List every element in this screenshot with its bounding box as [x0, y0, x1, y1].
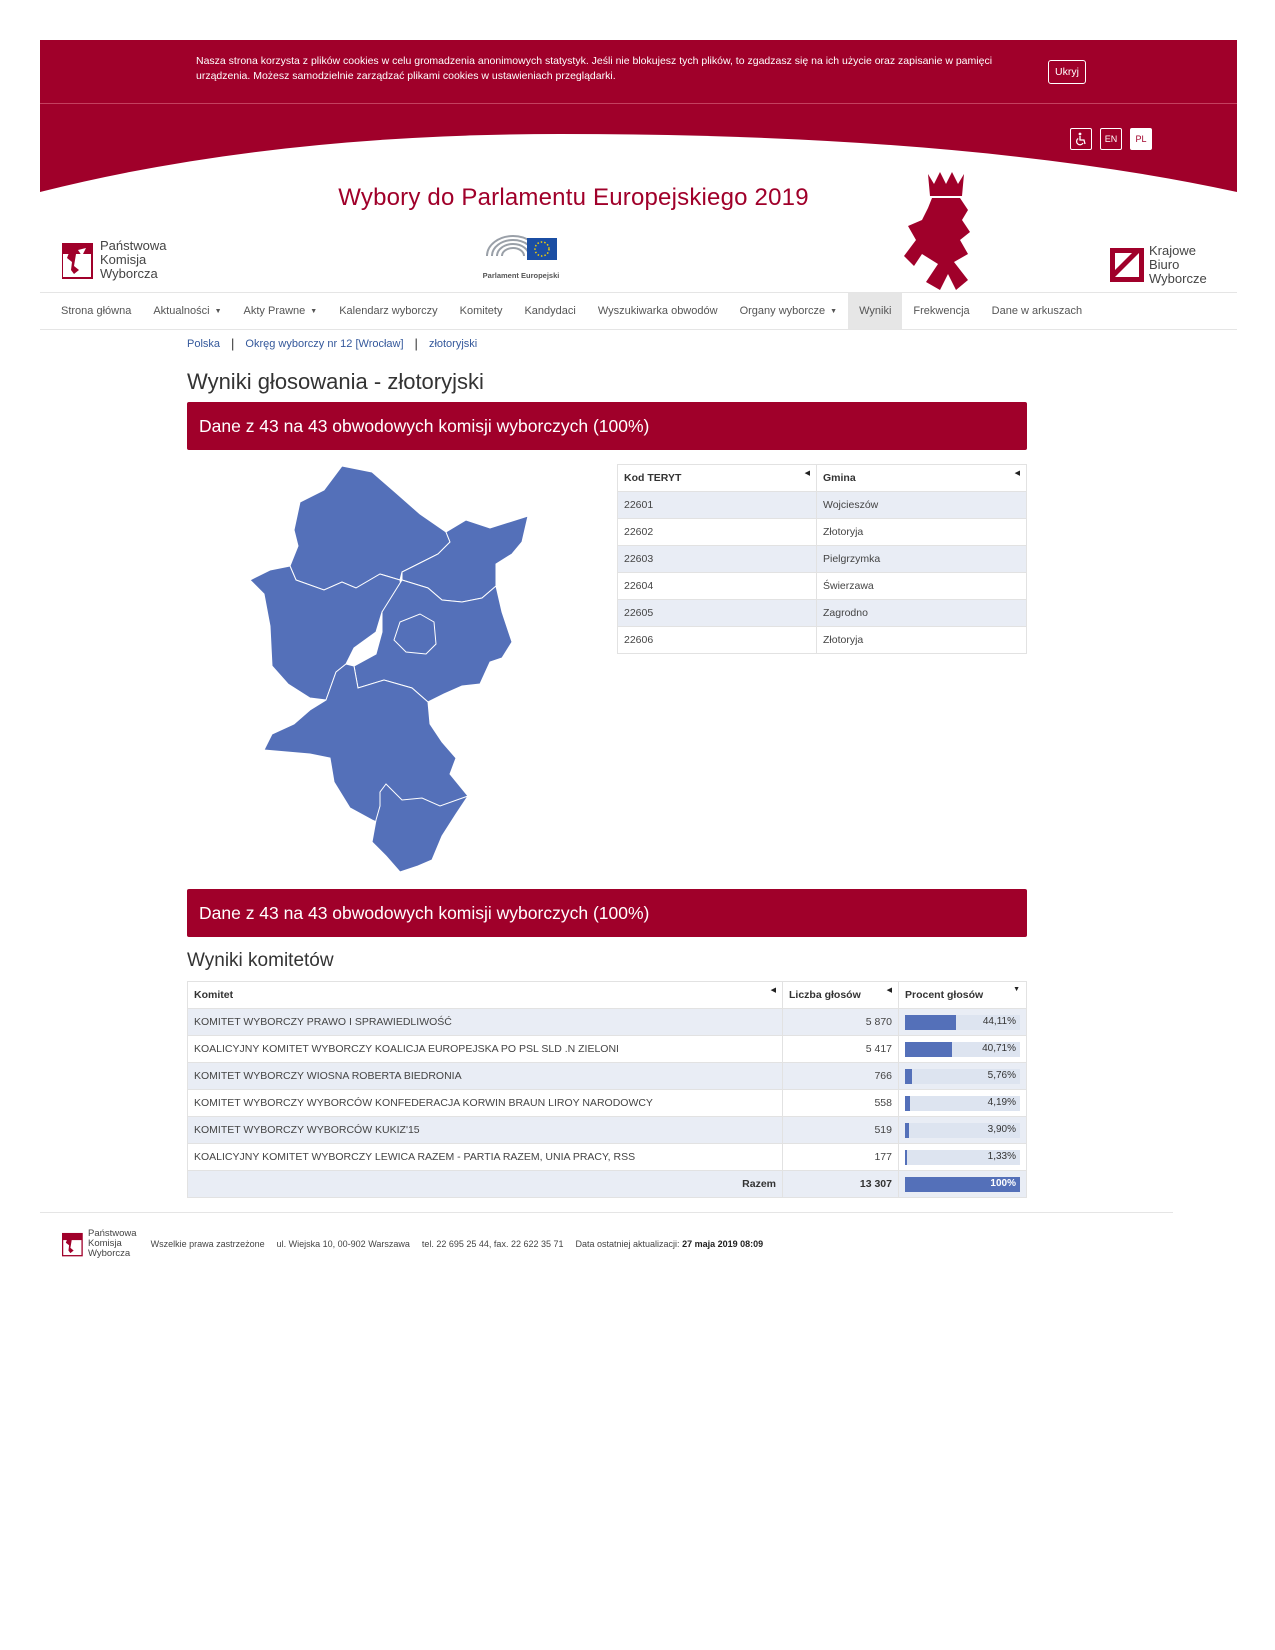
total-votes: 13 307: [783, 1171, 899, 1198]
european-parliament-logo[interactable]: [480, 224, 562, 280]
gmina-name[interactable]: Złotoryja: [817, 519, 1027, 546]
vote-count: 177: [783, 1144, 899, 1171]
nav-item-3[interactable]: [328, 293, 448, 329]
kbw-line-2: Biuro: [1149, 257, 1180, 272]
nav-item-label: Komitety: [459, 305, 503, 317]
kbw-icon: [1110, 248, 1144, 282]
nav-item-label: Wyszukiwarka obwodów: [597, 305, 718, 317]
teryt-table: [617, 464, 1027, 654]
table-row[interactable]: [188, 1090, 1027, 1117]
footer-logo-line-2: Komisja: [88, 1238, 122, 1249]
percent-bar: [905, 1123, 1020, 1138]
nav-item-7[interactable]: [729, 293, 849, 329]
cookie-text: Nasza strona korzysta z plików cookies w celu gromadzenia anonimowych statystyk. Jeśli nie blokujesz tych plików, to zgadzasz się na ich użycie oraz zapisanie w pamięci urządzenia. Możesz samodzielnie zarządzać plikami cookies w ustawieniach przeglądarki.: [196, 55, 993, 82]
percent-cell: [899, 1063, 1027, 1090]
committee-name: KOALICYJNY KOMITET WYBORCZY LEWICA RAZEM - PARTIA RAZEM, UNIA PRACY, RSS: [188, 1144, 783, 1171]
nav-item-label: Aktualności: [153, 305, 210, 317]
kbw-line-1: Krajowe: [1149, 243, 1196, 258]
percent-cell: [899, 1171, 1027, 1198]
hide-cookie-button[interactable]: Ukryj: [1048, 60, 1086, 84]
sort-icon[interactable]: ◀: [1014, 470, 1020, 477]
table-row[interactable]: [618, 519, 1027, 546]
caret-down-icon: ▼: [214, 307, 222, 315]
percent-bar: [905, 1150, 1020, 1165]
footer-logo-text: [88, 1229, 137, 1259]
county-map[interactable]: [250, 462, 540, 878]
total-label: Razem: [188, 1171, 783, 1198]
committee-name: KOMITET WYBORCZY WYBORCÓW KONFEDERACJA KORWIN BRAUN LIROY NARODOWCY: [188, 1090, 783, 1117]
caret-down-icon: ▼: [830, 307, 838, 315]
percent-cell: [899, 1036, 1027, 1063]
column-header-liczba-glosow[interactable]: Liczba głosów ◀: [783, 982, 899, 1009]
footer-rights: Wszelkie prawa zastrzeżone: [150, 1239, 265, 1249]
footer-pkw-icon: [62, 1231, 84, 1257]
percent-label: 5,76%: [987, 1069, 1016, 1081]
committee-results-table: [187, 981, 1027, 1198]
nav-item-label: Kandydaci: [524, 305, 576, 317]
committee-name: KOMITET WYBORCZY WIOSNA ROBERTA BIEDRONIA: [188, 1063, 783, 1090]
data-coverage-banner-2: Dane z 43 na 43 obwodowych komisji wyborczych (100%): [187, 889, 1027, 937]
percent-label: 40,71%: [982, 1042, 1016, 1054]
lang-en-button[interactable]: EN: [1100, 128, 1122, 150]
gmina-name[interactable]: Wojcieszów: [817, 492, 1027, 519]
caret-down-icon: ▼: [310, 307, 318, 315]
percent-bar-fill: [905, 1015, 956, 1030]
percent-cell: [899, 1090, 1027, 1117]
nav-item-label: Frekwencja: [913, 305, 970, 317]
table-row[interactable]: [188, 1063, 1027, 1090]
page-title: Wyniki głosowania - złotoryjski: [187, 369, 484, 394]
kbw-logo[interactable]: [1110, 244, 1207, 286]
wheelchair-icon: [1074, 132, 1088, 146]
column-header-kod-teryt[interactable]: Kod TERYT ◀: [618, 465, 817, 492]
percent-bar: [905, 1015, 1020, 1030]
nav-item-4[interactable]: [449, 293, 514, 329]
percent-cell: [899, 1144, 1027, 1171]
percent-bar: [905, 1042, 1020, 1057]
pkw-line-2: Komisja: [100, 252, 147, 267]
percent-cell: [899, 1117, 1027, 1144]
committee-name: KOMITET WYBORCZY WYBORCÓW KUKIZ'15: [188, 1117, 783, 1144]
ep-caption: Parlament Europejski: [482, 271, 560, 280]
total-row: [188, 1171, 1027, 1198]
sort-icon[interactable]: ◀: [770, 987, 776, 994]
pkw-eagle-icon: [62, 240, 94, 280]
vote-count: 519: [783, 1117, 899, 1144]
table-row[interactable]: [618, 546, 1027, 573]
nav-item-1[interactable]: [142, 293, 232, 329]
table-row[interactable]: [188, 1144, 1027, 1171]
pkw-logo[interactable]: [62, 239, 166, 281]
footer-updated-value: 27 maja 2019 08:09: [682, 1239, 764, 1249]
cookie-bar: [40, 40, 1237, 104]
percent-bar: [905, 1096, 1020, 1111]
page: [40, 40, 1237, 330]
column-header-komitet[interactable]: Komitet ◀: [188, 982, 783, 1009]
nav-item-label: Kalendarz wyborczy: [339, 305, 438, 317]
parliament-icon: [483, 224, 559, 264]
table-row[interactable]: [188, 1036, 1027, 1063]
footer: [40, 1212, 1173, 1272]
table-row[interactable]: [618, 627, 1027, 654]
nav-item-label: Dane w arkuszach: [991, 305, 1083, 317]
percent-bar: [905, 1069, 1020, 1084]
main-nav: [40, 292, 1237, 330]
percent-bar-fill: [905, 1123, 909, 1138]
committee-name: KOALICYJNY KOMITET WYBORCZY KOALICJA EUROPEJSKA PO PSL SLD .N ZIELONI: [188, 1036, 783, 1063]
column-header-gmina[interactable]: Gmina ◀: [817, 465, 1027, 492]
teryt-code: 22601: [618, 492, 817, 519]
percent-label: 3,90%: [987, 1123, 1016, 1135]
vote-count: 766: [783, 1063, 899, 1090]
column-header-procent-glosow[interactable]: Procent głosów ▼: [899, 982, 1027, 1009]
table-row[interactable]: [618, 492, 1027, 519]
sort-icon[interactable]: ◀: [804, 470, 810, 477]
teryt-code: 22606: [618, 627, 817, 654]
breadcrumb-item-polska[interactable]: Polska: [187, 337, 221, 350]
percent-bar-fill: [905, 1150, 907, 1165]
breadcrumb-separator: |: [231, 336, 235, 351]
table-row[interactable]: [188, 1009, 1027, 1036]
footer-address: ul. Wiejska 10, 00-902 Warszawa: [276, 1239, 410, 1249]
site-header: [40, 104, 1237, 292]
results-title: Wyniki komitetów: [187, 950, 334, 971]
table-row[interactable]: [618, 573, 1027, 600]
nav-item-2[interactable]: [233, 293, 329, 329]
pkw-line-1: Państwowa: [100, 238, 167, 253]
footer-phone: tel. 22 695 25 44, fax. 22 622 35 71: [421, 1239, 564, 1249]
nav-item-0[interactable]: [50, 293, 142, 329]
vote-count: 5 870: [783, 1009, 899, 1036]
nav-item-10[interactable]: [981, 293, 1094, 329]
sort-desc-icon[interactable]: ▼: [1013, 986, 1020, 993]
percent-bar-fill: [905, 1069, 912, 1084]
nav-item-6[interactable]: [587, 293, 729, 329]
breadcrumb-item-powiat[interactable]: złotoryjski: [428, 337, 478, 350]
nav-item-label: Wyniki: [859, 305, 892, 317]
nav-item-5[interactable]: [513, 293, 586, 329]
footer-logo-line-3: Wyborcza: [88, 1248, 131, 1259]
eagle-icon: [898, 170, 996, 292]
gmina-name[interactable]: Pielgrzymka: [817, 546, 1027, 573]
breadcrumb: [187, 336, 1027, 351]
teryt-code: 22602: [618, 519, 817, 546]
breadcrumb-item-okreg[interactable]: Okręg wyborczy nr 12 [Wrocław]: [245, 337, 404, 350]
percent-bar: [905, 1177, 1020, 1192]
breadcrumb-separator: |: [414, 336, 418, 351]
percent-cell: [899, 1009, 1027, 1036]
pkw-line-3: Wyborcza: [100, 266, 158, 281]
site-title: Wybory do Parlamentu Europejskiego 2019: [338, 184, 809, 211]
percent-label: 1,33%: [987, 1150, 1016, 1162]
gmina-name[interactable]: Świerzawa: [817, 573, 1027, 600]
teryt-code: 22603: [618, 546, 817, 573]
gmina-name[interactable]: Złotoryja: [817, 627, 1027, 654]
percent-label: 4,19%: [987, 1096, 1016, 1108]
teryt-code: 22605: [618, 600, 817, 627]
percent-bar-fill: [905, 1096, 910, 1111]
nav-item-8[interactable]: [848, 293, 902, 329]
accessibility-button[interactable]: [1070, 128, 1092, 150]
data-coverage-banner: Dane z 43 na 43 obwodowych komisji wyborczych (100%): [187, 402, 1027, 450]
lang-pl-button[interactable]: PL: [1130, 128, 1152, 150]
gmina-name[interactable]: Zagrodno: [817, 600, 1027, 627]
table-row[interactable]: [188, 1117, 1027, 1144]
percent-bar-fill: [905, 1042, 952, 1057]
kbw-line-3: Wyborcze: [1149, 271, 1207, 286]
vote-count: 5 417: [783, 1036, 899, 1063]
percent-label: 100%: [990, 1177, 1016, 1189]
percent-label: 44,11%: [982, 1015, 1016, 1027]
sort-icon[interactable]: ◀: [886, 987, 892, 994]
nav-item-9[interactable]: [902, 293, 980, 329]
nav-item-label: Organy wyborcze: [739, 305, 826, 317]
vote-count: 558: [783, 1090, 899, 1117]
footer-updated-label: Data ostatniej aktualizacji:: [575, 1239, 680, 1249]
committee-name: KOMITET WYBORCZY PRAWO I SPRAWIEDLIWOŚĆ: [188, 1009, 783, 1036]
nav-item-label: Strona główna: [61, 305, 132, 317]
table-row[interactable]: [618, 600, 1027, 627]
footer-logo-line-1: Państwowa: [88, 1228, 137, 1239]
nav-item-label: Akty Prawne: [243, 305, 306, 317]
teryt-code: 22604: [618, 573, 817, 600]
